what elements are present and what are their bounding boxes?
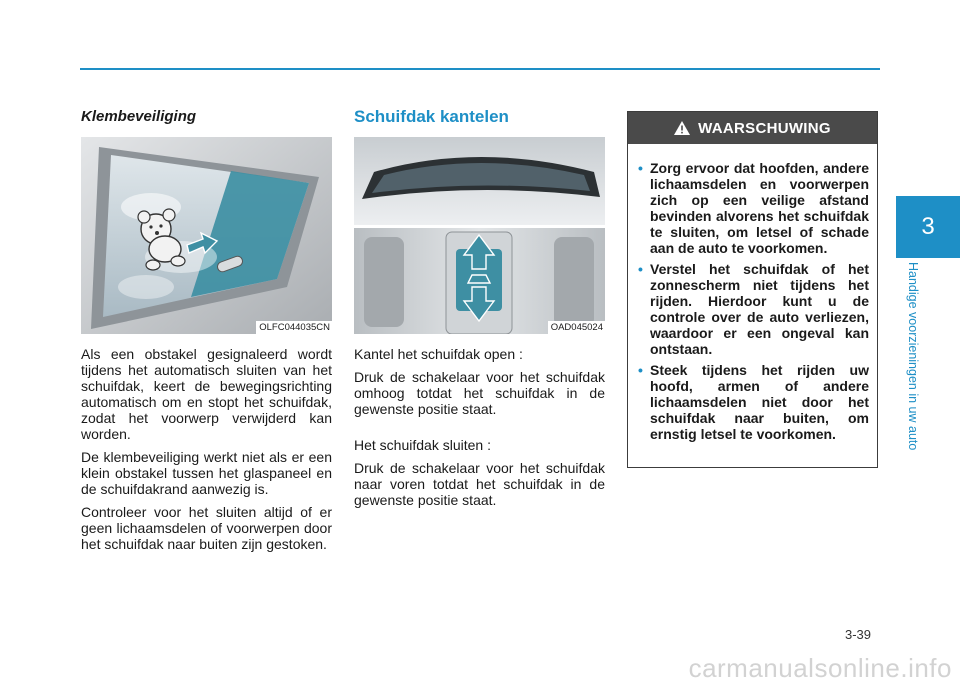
warning-item-text: Verstel het schuifdak of het zonnescherm niet tijdens het rijden. Hierdoor kunt u de controle over de auto verliezen, waardoor er een ongeval kan ontstaan. <box>650 261 869 357</box>
section-heading-klembeveiliging: Klembeveiliging <box>81 108 197 125</box>
chapter-tab: 3 <box>896 196 960 258</box>
figure-code: OLFC044035CN <box>256 321 332 334</box>
warning-triangle-icon <box>674 121 690 135</box>
warning-item <box>638 362 869 442</box>
warning-item <box>638 261 869 357</box>
paragraph: Als een obstakel gesignaleerd wordt tijdens het automatisch sluiten van het schuifdak, keert de bewegingsrichting automatisch om en stopt het schuifdak, zodat het voorwerp verwijderd kan worden. <box>81 346 332 442</box>
paragraph: Het schuifdak sluiten : <box>354 437 491 453</box>
header-rule <box>80 68 880 70</box>
paragraph: Controleer voor het sluiten altijd of er geen lichaamsdelen of voorwerpen door het schuifdak naar buiten zijn gestoken. <box>81 504 332 552</box>
bullet-icon: • <box>638 160 643 176</box>
left-body-text <box>81 346 332 559</box>
paragraph: Druk de schakelaar voor het schuifdak naar voren totdat het schuifdak in de gewenste positie staat. <box>354 460 605 508</box>
middle-body-text <box>354 346 605 515</box>
page-number: 3-39 <box>845 627 872 642</box>
figure-code: OAD045024 <box>548 321 605 334</box>
sunroof-glass-image <box>81 137 332 334</box>
overhead-console-image <box>354 137 605 334</box>
paragraph: De klembeveiliging werkt niet als er een klein obstakel tussen het glaspaneel en de schuifdakrand aanwezig is. <box>81 449 332 497</box>
bullet-icon: • <box>638 261 643 277</box>
warning-item-text: Steek tijdens het rijden uw hoofd, armen of andere lichaamsdelen niet door het schuifdak naar buiten, om ernstig letsel te voorkomen. <box>650 362 869 442</box>
warning-box <box>627 111 878 468</box>
warning-header <box>628 112 877 144</box>
paragraph: Kantel het schuifdak open : <box>354 346 523 362</box>
sunroof-tilt-illustration <box>354 137 605 334</box>
warning-item <box>638 160 869 256</box>
warning-title: WAARSCHUWING <box>698 119 831 137</box>
warning-item-text: Zorg ervoor dat hoofden, andere lichaamsdelen en voorwerpen zich op een veilige afstand bevinden alvorens het schuifdak te sluiten, om letsel of schade aan de auto te voorkomen. <box>650 160 869 256</box>
chapter-title: Handige voorzieningen in uw auto <box>906 262 920 451</box>
sunroof-pinch-illustration <box>81 137 332 334</box>
section-heading-schuifdak-kantelen: Schuifdak kantelen <box>354 107 509 126</box>
watermark: carmanualsonline.info <box>688 653 952 683</box>
bullet-icon: • <box>638 362 643 378</box>
paragraph: Druk de schakelaar voor het schuifdak omhoog totdat het schuifdak in de gewenste positie staat. <box>354 369 605 417</box>
warning-list <box>628 144 877 442</box>
